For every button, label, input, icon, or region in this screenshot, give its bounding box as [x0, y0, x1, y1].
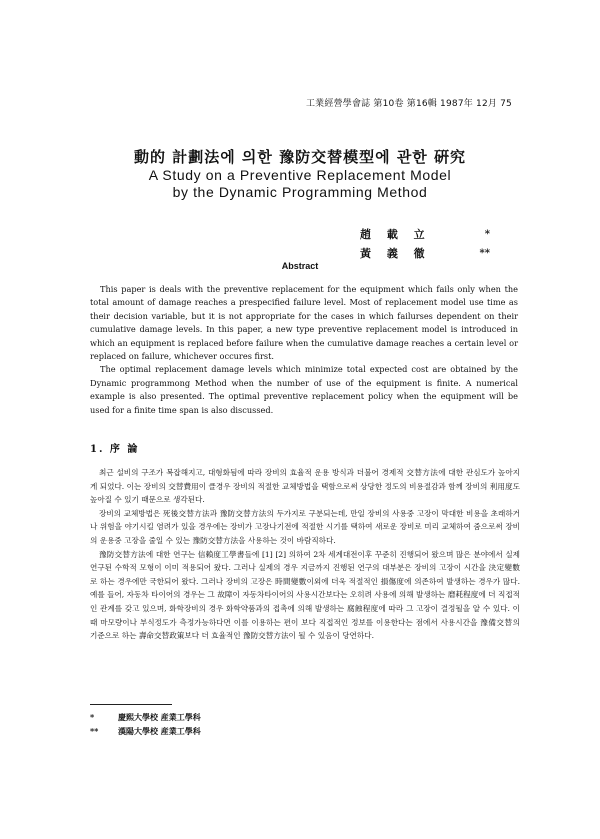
abstract-paragraph-1: This paper is deals with the preventive replacement for the equipment which fails only when the total amount of damage reaches a prespecified failure level. Most of replacement model use time as their decision variable, but it is not appropriate for the cases in which failurses dependent on their cumulative damage levels. In this paper, a new type preventive replacement model is introduced in which an equipment is replaced before failure when the cumulative damage reaches a certain level or replaced on failure, whichever occures first.	[90, 284, 518, 362]
section-1-body	[90, 466, 520, 643]
footnote-2-text: 漢陽大學校 産業工學科	[118, 726, 201, 736]
korean-title: 動的 計劃法에 의한 豫防交替模型에 관한 硏究	[133, 148, 467, 166]
author-2-mark: **	[479, 248, 490, 259]
journal-header: 工業經營學會誌 第10卷 第16輯 1987年 12月 75	[305, 99, 512, 109]
section-1-title: 1. 序 論	[90, 444, 140, 455]
footnotes	[90, 710, 201, 738]
section-1-paragraph-3: 豫防交替方法에 대한 연구는 信賴度工學書들에 [1] [2] 의하여 2차 세계대전이후 꾸준히 진행되어 왔으며 많은 분야에서 실제 연구된 수학적 모형이 이미 적용되어 왔다. 그러나 실제의 경우 지금까지 진행된 연구의 대부분은 장비의 고장이 시간을 決定變數로 하는 경우에만 국한되어 왔다. 그러나 장비의 고장은 時間變數이외에 더욱 적절적인 損傷度에 의존하여 발생하는 경우가 많다. 예를 들어, 자동차 타이어의 경우는 그 故障이 자동차타이어의 사용시간보다는 오히려 사용에 의해 발생하는 磨耗程度에 더 직접적인 관계를 갖고 있으며, 화학장비의 경우 화학약품과의 접촉에 의해 발생하는 腐蝕程度에 따라 그 고장이 결정될을 알 수 있다. 이때 마모량이나 부식정도가 측정가능하다면 이를 이용하는 편이 보다 직접적인 정보를 이용한다는 점에서 사용시간을 豫備交替의 기준으로 하는 壽命交替政策보다 더 효율적인 豫防交替方法이 될 수 있음이 당연하다.	[90, 549, 520, 641]
english-title-line-2: by the Dynamic Programming Method	[172, 184, 428, 200]
section-1-paragraph-2: 장비의 교체방법은 死後交替方法과 豫防交替方法의 두가지로 구분되는데, 만일 장비의 사용중 고장이 막대한 비용을 초래하거나 위험을 야기시킬 염려가 있을 경우에는 장비가 고장나기전에 적절한 시기를 택하여 새로운 장비로 미리 교체하여 줌으로써 장비의 운용중 고장을 줄일 수 있는 豫防交替方法을 사용하는 것이 바람직하다.	[90, 508, 520, 545]
footnote-2	[90, 724, 201, 738]
english-title-line-1: A Study on a Preventive Replacement Model	[148, 167, 452, 183]
author-1-mark: *	[484, 229, 490, 240]
footnote-1-mark: *	[90, 712, 95, 722]
author-2-name: 黃 義 徹	[360, 247, 431, 260]
footnote-2-mark: **	[90, 726, 99, 736]
english-title	[0, 167, 600, 201]
abstract-heading: Abstract	[281, 261, 319, 271]
abstract-paragraph-2: The optimal replacement damage levels which minimize total expected cost are obtained by the Dynamic programmong Method when the number of use of the equipment is finite. A numerical example is also presented. The optimal preventive replacement policy when the equipment will be used for a finite time span is also discussed.	[90, 364, 518, 415]
section-1-paragraph-1: 최근 설비의 구조가 복잡해지고, 대형화됨에 따라 장비의 효율적 운용 방식과 더불어 경제적 交替方法에 대한 관심도가 높아지게 되었다. 이는 장비의 交替費用이 클경우 장비의 적절한 교체방법을 택함으로써 상당한 정도의 비용절감과 함께 장비의 利用度도 높아질 수 있기 때문으로 생각된다.	[90, 468, 520, 505]
author-1-name: 趙 載 立	[360, 228, 431, 241]
footnote-1-text: 慶熙大學校 産業工學科	[118, 712, 201, 722]
author-list	[360, 225, 490, 263]
footnote-rule	[90, 704, 172, 705]
author-1	[360, 225, 490, 244]
abstract-body	[90, 283, 518, 417]
footnote-1	[90, 710, 201, 724]
